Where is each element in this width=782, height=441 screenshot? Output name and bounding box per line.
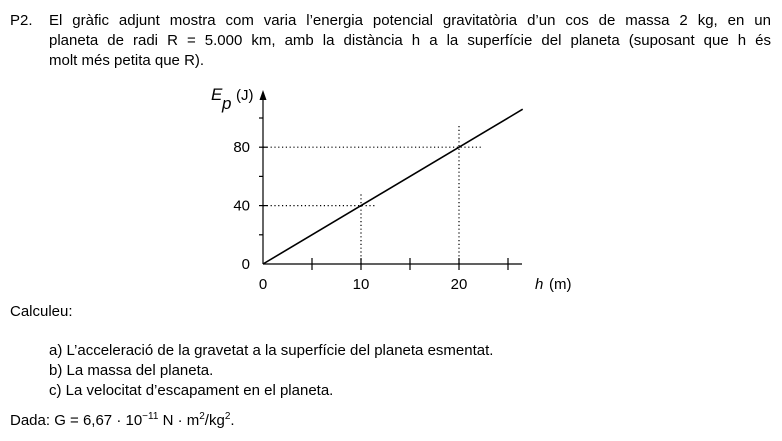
given-exponent-2: 2 (199, 411, 205, 422)
calculeu-label: Calculeu: (10, 303, 73, 320)
given-suffix: . (230, 412, 235, 429)
question-c: c) La velocitat d’escapament en el planeta. (49, 382, 334, 399)
y-tick-label: 0 (241, 256, 250, 273)
series-line (263, 109, 523, 264)
x-axis-unit: (m) (549, 276, 572, 293)
given-middle: N · m (158, 412, 200, 429)
question-b: b) La massa del planeta. (49, 362, 214, 379)
x-axis-label: h (535, 276, 544, 293)
statement-line-2: planeta de radi R = 5.000 km, amb la distància h a la superfície del planeta (suposant que h és (49, 32, 771, 49)
y-tick-label: 40 (233, 197, 250, 215)
given-exponent-3: 2 (224, 411, 231, 422)
x-tick-label: 10 (352, 276, 370, 293)
given-prefix: Dada: G = 6,67 · 10 (10, 412, 143, 429)
statement-line-3: molt més petita que R). (49, 52, 205, 69)
given-middle-2: /kg (204, 412, 225, 429)
questions-list (49, 341, 493, 401)
y-axis-unit: (J) (236, 87, 254, 104)
question-a: a) L’acceleració de la gravetat a la superfície del planeta esmentat. (49, 342, 494, 359)
problem-number: P2. (10, 12, 33, 29)
x-tick-label: 20 (450, 276, 468, 293)
y-axis-label: E (211, 85, 223, 104)
y-axis-label-subscript: p (222, 94, 232, 113)
y-axis-arrow (260, 90, 267, 100)
statement-line-1: El gràfic adjunt mostra com varia l’energia potencial gravitatòria d’un cos de massa 2 kg, en un (49, 12, 771, 29)
given-exponent-1: −11 (142, 411, 159, 422)
x-tick-label: 0 (258, 276, 268, 293)
chart-guides (263, 125, 482, 264)
y-tick-label: 80 (233, 139, 250, 157)
given-data (10, 411, 235, 431)
